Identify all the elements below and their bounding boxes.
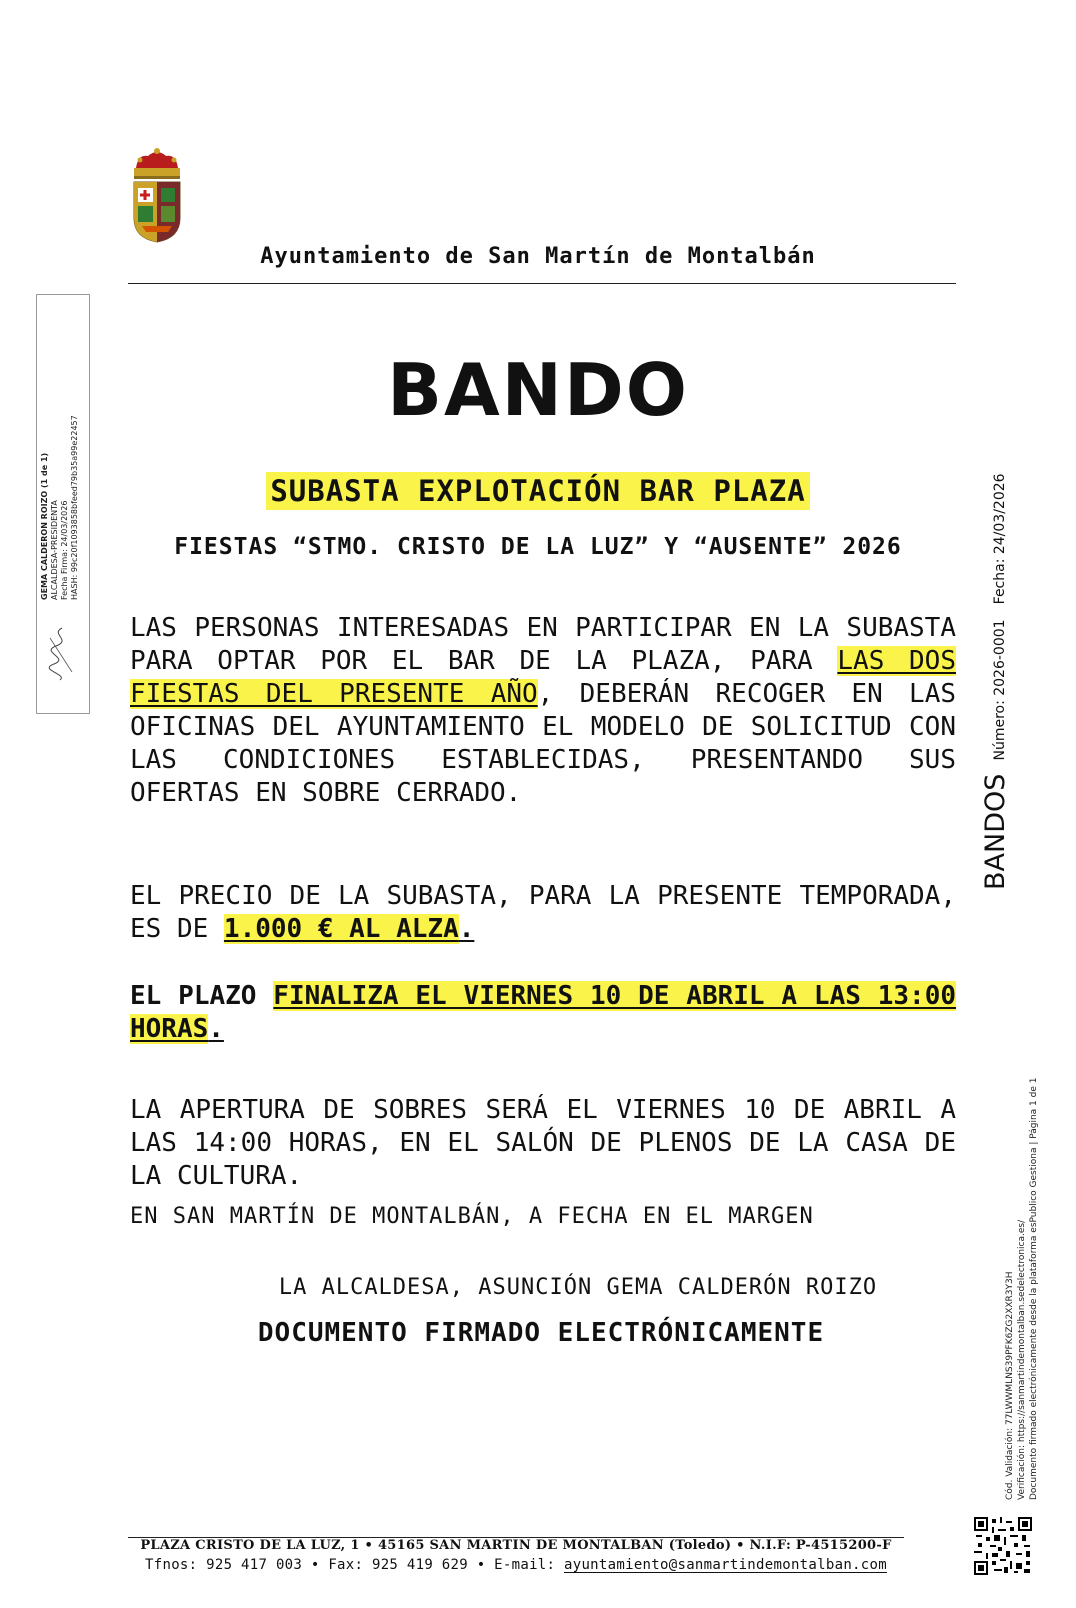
- subtitle-row: [0, 474, 1076, 508]
- registry-date: Fecha: 24/03/2026: [992, 473, 1008, 605]
- event-line: FIESTAS “STMO. CRISTO DE LA LUZ” Y “AUSENTE” 2026: [174, 534, 902, 560]
- paragraph-text: , DEBERÁN RECOGER EN LAS OFICINAS DEL AYUNTAMIENTO EL MODELO DE SOLICITUD CON LAS CONDICIONES ESTABLECIDAS, PRESENTANDO SUS OFERTAS EN SOBRE CERRADO.: [130, 679, 956, 808]
- mayor-name: LA ALCALDESA, ASUNCIÓN GEMA CALDERÓN ROIZO: [278, 1275, 878, 1300]
- highlighted-text: FINALIZA EL VIERNES 10 DE ABRIL A LAS 13:00 HORAS: [130, 981, 957, 1044]
- paragraph-text: .: [208, 1014, 224, 1044]
- paragraph-price: [130, 880, 956, 946]
- header-divider: [128, 283, 956, 284]
- document-title: BANDO: [387, 348, 689, 432]
- verification-url[interactable]: Verificación: https://sanmartindemontalban.sedelectronica.es/: [1017, 1219, 1027, 1500]
- signature-hash: HASH: 99c20f1093858bfeed79b35a99e22457: [70, 415, 79, 600]
- paragraph-opening: LA APERTURA DE SOBRES SERÁ EL VIERNES 10 DE ABRIL A LAS 14:00 HORAS, EN EL SALÓN DE PLENOS DE LA CASA DE LA CULTURA.: [130, 1095, 956, 1191]
- signer-name: GEMA CALDERON ROIZO (1 de 1): [40, 452, 49, 600]
- organization-name: Ayuntamiento de San Martín de Montalbán: [260, 244, 816, 269]
- paragraph-text: EL PLAZO: [130, 981, 274, 1011]
- validation-code: Cód. Validación: 77LWWMLNS39PFK6ZG2XXR3Y3H: [1005, 1271, 1015, 1500]
- coat-of-arms-icon: [128, 146, 186, 244]
- qr-code-icon[interactable]: [974, 1517, 1032, 1575]
- email-link[interactable]: ayuntamiento@sanmartindemontalban.com: [564, 1557, 887, 1573]
- highlighted-text: LAS DOS FIESTAS DEL PRESENTE AÑO: [130, 646, 956, 709]
- signature-details: [40, 300, 84, 600]
- paragraph-text: LAS PERSONAS INTERESADAS EN PARTICIPAR EN LA SUBASTA PARA OPTAR POR EL BAR DE LA PLAZA, PARA: [130, 613, 956, 676]
- paragraph-text: EL PRECIO DE LA SUBASTA, PARA LA PRESENTE TEMPORADA, ES DE: [130, 881, 956, 944]
- registry-stamp: [980, 473, 1011, 890]
- subtitle: SUBASTA EXPLOTACIÓN BAR PLAZA: [266, 472, 809, 510]
- registry-type: BANDOS: [980, 773, 1011, 890]
- footer-contact-text: Tfnos: 925 417 003 • Fax: 925 419 629 • E-mail:: [145, 1557, 564, 1573]
- registry-number: Número: 2026-0001: [992, 619, 1008, 761]
- platform-note: Documento firmado electrónicamente desde la plataforma esPublico Gestiona | Página 1 de 1: [1029, 1077, 1039, 1500]
- verification-info: [1004, 1078, 1040, 1500]
- signer-role: ALCALDESA-PRESIDENTA: [50, 500, 59, 600]
- paragraph-requirements: [130, 612, 956, 810]
- footer-address: PLAZA CRISTO DE LA LUZ, 1 • 45165 SAN MARTIN DE MONTALBAN (Toledo) • N.I.F: P-4515200-F: [140, 1538, 892, 1553]
- footer-contact: [128, 1557, 904, 1573]
- handwritten-signature-icon: [42, 624, 82, 684]
- paragraph-deadline: [130, 980, 956, 1046]
- paragraph-text: .: [458, 914, 475, 944]
- highlighted-text: 1.000 € AL ALZA: [223, 914, 459, 944]
- place-date: EN SAN MARTÍN DE MONTALBÁN, A FECHA EN EL MARGEN: [130, 1204, 814, 1229]
- signature-date: Fecha Firma: 24/03/2026: [60, 500, 69, 600]
- signed-note: DOCUMENTO FIRMADO ELECTRÓNICAMENTE: [257, 1318, 825, 1348]
